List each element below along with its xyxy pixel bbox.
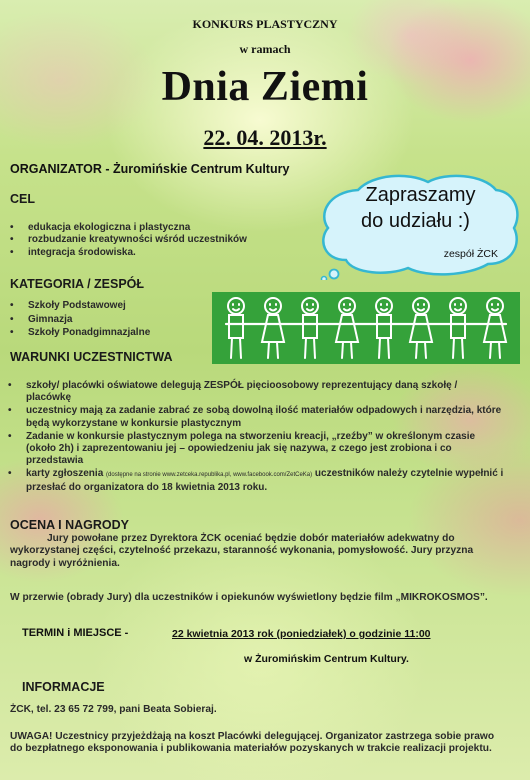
- contest-label: KONKURS PLASTYCZNY: [192, 17, 338, 31]
- karty-links: (dostępne na stronie www.zetceka.republika.pl, www.facebook.com/ZetCeKa): [106, 472, 313, 479]
- cel-list: [6, 222, 326, 259]
- child-figure: [410, 298, 432, 358]
- uwaga-text: UWAGA! Uczestnicy przyjeżdżają na koszt Placówki delegującej. Organizator zastrzega sobie prawo do bezpłatnego eksponowania i publikowania materiałów pozyskanych w trakcie realizacji projektu.: [10, 731, 495, 755]
- ocena-text: Jury powołane przez Dyrektora ŻCK oceniać będzie dobór materiałów adekwatny do wykorzystanej części, czytelność przekazu, staranność wykonania, pomysłowość. Jury przyzna nagrody i wyróżnienia.: [10, 533, 474, 569]
- event-date: 22. 04. 2013r.: [203, 125, 327, 150]
- list-item: • uczestnicy mają za zadanie zabrać ze sobą dowolną ilość materiałów odpadowych i narzędzia, które będą wykorzystane w konkursie plastycznym: [4, 405, 504, 429]
- contact-text: ŻCK, tel. 23 65 72 799, pani Beata Sobieraj.: [10, 704, 217, 715]
- karty-end: uczestników należy czytelnie wypełnić i przesłać do organizatora do 18 kwietnia 2013 roku.: [26, 468, 504, 493]
- children-figures: [212, 292, 520, 364]
- child-figure: [302, 298, 318, 358]
- list-item: • integracja środowiska.: [6, 247, 326, 259]
- cloud-line1: Zapraszamy: [365, 184, 476, 206]
- list-item: • Szkoły Podstawowej: [6, 299, 226, 313]
- child-figure: [228, 298, 244, 358]
- ocena-heading: OCENA I NAGRODY: [10, 518, 129, 532]
- organizer-line: ORGANIZATOR - Żuromińskie Centrum Kultury: [10, 162, 290, 176]
- child-figure: [336, 298, 358, 358]
- list-item: • Szkoły Ponadgimnazjalne: [6, 326, 226, 340]
- kategoria-heading: KATEGORIA / ZESPÓŁ: [10, 277, 145, 291]
- termin-dash: -: [121, 627, 129, 639]
- termin-heading: TERMIN i MIEJSCE: [22, 627, 122, 639]
- termin-date: 22 kwietnia 2013 rok (poniedziałek) o godzinie 11:00: [172, 628, 431, 640]
- cel-heading: CEL: [10, 192, 35, 206]
- list-item: • edukacja ekologiczna i plastyczna: [6, 222, 326, 234]
- invitation-cloud: [318, 172, 523, 280]
- child-figure: [484, 298, 506, 358]
- list-item: • Gimnazja: [6, 313, 226, 327]
- cloud-signature: zespół ŻCK: [443, 248, 498, 260]
- warunki-heading: WARUNKI UCZESTNICTWA: [10, 350, 173, 364]
- list-item: [4, 468, 504, 493]
- children-holding-hands-illustration: [212, 292, 520, 364]
- kategoria-list: [6, 299, 226, 340]
- contest-sublabel: w ramach: [239, 42, 291, 56]
- child-figure: [376, 298, 392, 358]
- termin-line: [22, 627, 128, 639]
- termin-place: w Żuromińskim Centrum Kultury.: [244, 653, 409, 665]
- warunki-list: [4, 380, 504, 495]
- child-figure: [450, 298, 466, 358]
- list-item: • Zadanie w konkursie plastycznym polega na stworzeniu kreacji, „rzeźby” w określonym czasie (około 2h) i zaprezentowaniu jej – opowiedzeniu jak się nazywa, z czego jest zrobiona i co przedstawia: [4, 431, 504, 468]
- film-text: W przerwie (obrady Jury) dla uczestników i opiekunów wyświetlony będzie film „MIKROKOSMOS”.: [10, 592, 488, 603]
- list-item: • rozbudzanie kreatywności wśród uczestników: [6, 234, 326, 246]
- informacje-heading: INFORMACJE: [22, 680, 105, 694]
- list-item: • szkoły/ placówki oświatowe delegują ZESPÓŁ pięcioosobowy reprezentujący daną szkołę / placówkę: [4, 380, 504, 404]
- cloud-line2: do udziału :): [361, 210, 470, 232]
- page-title: Dnia Ziemi: [161, 64, 369, 110]
- child-figure: [262, 298, 284, 358]
- karty-start: karty zgłoszenia: [26, 468, 107, 480]
